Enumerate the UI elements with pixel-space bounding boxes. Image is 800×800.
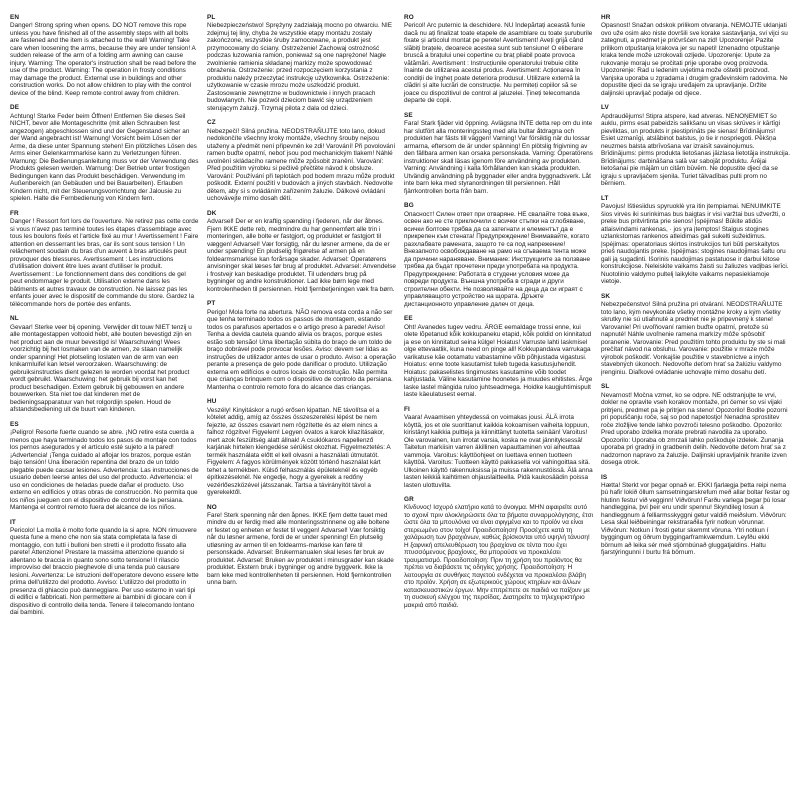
warning-block-ro <box>404 14 593 105</box>
warning-block-fr <box>10 210 199 308</box>
warning-text: Danger! Strong spring when opens. DO NOT remove this rope unless you have finished all of the assembly steps with all bolts are fastened and the item is attached to the wall! Warning! Take care when loosening the arms, because they are under tension! A sudden release of the arm of a folding arm awning can cause injury. Warning: The operator's instruction shall be read before the use of the product. Warning: The operation in frosty conditions may damage the product. External use in buildings and other construction works. Do not allow children to play with the control device of the blind. Keep remote control away from children. <box>10 22 197 97</box>
language-code: ES <box>10 420 19 428</box>
warning-block-es <box>10 421 199 512</box>
warning-text: Advarsel! Der er en kraftig spænding i fjederen, når der åbnes. Fjern IKKE dette reb, medmindre du har gennemført alle trin i monteringen, alle bolte er fastgjort, og produktet er fastgjort til væggen! Advarsel! Vær forsigtig, når du løsner armene, da de er under spænding! En pludselig frigørelse af armen på en foldearmsmarkise kan forårsage skader. Advarsel: Operatørens anvisninger skal læses før brug af produktet. Advarsel: Anvendelse i frostvejr kan beskadige produktet. Til udendørs brug på bygninger og andre konstruktioner. Lad ikke børn lege med kontrolenheden til persiennen. Hold fjernbetjeningen væk fra børn. <box>207 218 396 293</box>
warning-text: Gevaar! Sterke veer bij opening. Verwijder dit touw NIET tenzij u alle montagestappen voltooid hebt, alle bouten bevestigd zijn en het product aan de muur bevestigd is! Waarschuwing! Wees voorzichtig bij het losmaken van de armen, ze staan namelijk onder spanning! Het plotseling loslaten van de arm van een knikarmluifel kan letsel veroorzaken. Waarschuwing: de gebruiksinstructies dient gelezen te worden voordat het product wordt gebruikt. Waarschuwing: het gebruik bij vorst kan het product beschadigen. Extern gebruik bij gebouwen en andere bouwwerken. Sta niet toe dat kinderen met de bedieningsapparatuur van het rolgordijn spelen. Houd de afstandsbediening uit de buurt van kinderen. <box>10 323 192 414</box>
warning-block-is <box>601 474 790 557</box>
warning-block-nl <box>10 315 199 413</box>
warning-block-ee <box>404 315 593 398</box>
language-code: HR <box>601 14 611 21</box>
language-code: SE <box>404 111 413 119</box>
warning-text: Veszély! Kinyitáskor a rugó erősen kipattan. NE távolítsa el a kötelet addig, amíg az összes összeszerelési lépést be nem fejezte, az összes csavart nem rögzítette és az elem nincs a falhoz rögzítve! Figyelem! Legyen óvatos a karok kilazításakor, mert azok feszültség alatt állnak! A csuklókaros napellenző karjának hirtelen kiengedése sérülést okozhat. Figyelmeztetés: A termék használata előtt el kell olvasni a használati útmutatót. Figyelem: A fagyos körülmények között történő használat kárt tehet a termékben. Külső felhasználás épületeknél és egyéb építkezéseknél. Ne engedje, hogy a gyerekek a redőny vezérlőeszközével játsszanak. Tartsa a távirányítót távol a gyerekektől. <box>207 406 391 497</box>
language-code: RO <box>404 14 414 21</box>
language-code: PT <box>207 300 216 308</box>
warning-text: Pericol! Arc puternic la deschidere. NU îndepărtați această funie dacă nu ați finalizat toate etapele de asamblare cu toate șuruburile fixate și articolul montat pe perete! Avertisment! Aveți grijă când slăbiți brațele, deoarece acestea sunt sub tensiune! O eliberare bruscă a brațului unei copertine cu braț pliabil poate provoca vătămări. Avertisment : Instrucțiunile operatorului trebuie citite înainte de utilizarea acestui produs. Avertisment: Acționarea în condiții de îngheț poate deteriora produsul. Utilizare externă la clădiri și alte lucrări de construcție. Nu permiteți copiilor să se joace cu dispozitivul de control al jaluzelei. Țineți telecomanda departe de copii. <box>404 22 593 105</box>
language-code: NO <box>207 503 217 511</box>
warning-text: Oht! Avanedes tugev vedru. ÄRGE eemaldage trossi enne, kui olete lõpetanud kõik kokkupaneku etapid, kõik poldid on kinnitatud ja ese on kinnitatud seina külge! Hoiatus! Varruste lahti laskmisel olge ettevaatlik, kuna need on pinge all! Kokkupandava varrukaga varikatuse käe ootamatu vabastamine võib põhjustada vigastusi. Hoiatus: enne toote kasutamist tuleb tugeda kasutusjuhendit. Hoiatus: pakaselistes tingimustes kasutamine võib toodet kahjustada. Väline kasutamine hoonetes ja muudes ehitistes. Ärge laske lastel mängida ruloo juhtseadmega. Hoidke kaugjuhtimispult laste käeulatusest eemal. <box>404 323 593 399</box>
warning-text: Danger ! Ressort fort lors de l'ouverture. Ne retirez pas cette corde si vous n'avez pas terminé toutes les étapes d'assemblage avec tous les boulons fixés et l'article fixé au mur ! Avertissement ! Faire attention en desserrant les bras, car ils sont sous tension ! Un relâchement soudain du bras d'un auvent à bras articulés peut provoquer des blessures. Avertissement : Les instructions d'utilisation doivent être lues avant d'utiliser le produit. Avertissement : Le fonctionnement dans des conditions de gel peut endommager le produit. Utilisation externe dans les bâtiments et autres travaux de construction. Ne laissez pas les enfants jouer avec le dispositif de commande du store. Gardez la télécommande hors de portée des enfants. <box>10 218 199 308</box>
warning-text: Perigo! Mola forte na abertura. NÃO remova esta corda a não ser que tenha terminado todos os passos de montagem, estando todos os parafusos apertados e o artigo preso à parede! Aviso! Tenha a devida cautela quando alivia os braços, porque estes estão sob tensão! Uma libertação súbita do braço de um toldo de braço dobrável pode provocar lesões. Aviso: devem ser lidas as instruções de utilizador antes de usar o produto. Aviso: a operação perante a presença de gelo pode danificar o produto. Utilização externa em edifícios e outros locais de construção. Não permita que crianças brinquem com o dispositivo de controlo da persiana. Mantenha o controlo remoto fora do alcance das crianças. <box>207 308 396 391</box>
warning-block-dk <box>207 210 396 293</box>
warning-block-pt <box>207 300 396 391</box>
warning-block-de <box>10 104 199 202</box>
warning-text: Hætta! Sterkt vor þegar opnað er. EKKI fjarlægja þetta reipi nema þú hafir lokið öllum samsetningarskrefum með allar boltar festar og hlutinn festur við vegginn! Viðvörun! Farðu varlega þegar þú losar handleggina, því þeir eru undir spennu! Skyndileg losun á handleggnum á felliarmsskyggni getur valdið meiðslum. Viðvörun: Lesa skal leiðbeiningar rekstraraðila fyrir notkun vörunnar. Viðvörun: Notkun í frosti getur skemmt vöruna. Ytri notkun í byggingum og öðrum byggingarframkvæmdum. Leyfðu ekki börnum að leika sér með stjórnbúnað gluggatjaldins. Haltu fjarstýringunni í burtu frá börnum. <box>601 481 790 557</box>
warning-block-lt <box>601 195 790 286</box>
warning-block-hr <box>601 14 790 97</box>
warning-block-hu <box>207 398 396 496</box>
text-column <box>207 14 396 790</box>
warning-text: Apdraudējums! Stipra atspere, kad atveras. NENOŅEMIET šo auklu, pirms esat pabeidzis salikšanu un visas skrūves ir kārtīgi pievilktas, un produkts ir piestiprināts pie sienas! Brīdinājums! Esiet uzmanīgi, atslābinot balstus, jo tie ir nospriegoti. Pēkšņa neuzmes balsta atbrīvošana var izraisīt savainojumus. Brīdinājums: pirms produkta lietošanas jāizlasa lietotāja instrukcija. Brīdinājums: darbināšana salā var sabojāt produktu. Ārējai lietošanai pie mājām un citām būvēm. Ne dopustite djeci da se igraju s upravljačem sjenila. Turiet tālvadības pulti prom no bērniem. <box>601 112 790 188</box>
warning-block-pl <box>207 14 396 112</box>
language-code: LT <box>601 194 609 202</box>
warning-block-cz <box>207 119 396 202</box>
warning-block-se <box>404 112 593 195</box>
text-column <box>404 14 593 790</box>
language-code: FI <box>404 405 410 413</box>
language-code: SK <box>601 292 611 300</box>
warning-block-sk <box>601 293 790 376</box>
language-code: EN <box>10 14 20 21</box>
warning-text: Nebezpečenstvo! Silná pružina pri otváraní. NEODSTRAŇUJTE toto lano, kým nevykonáte všetky montážne kroky a kým všetky skrutky nie sú utiahnuté a predmet nie je pripevnený k stene! Varovanie! Pri uvoľňovaní ramien buďte opatrní, pretože sú napnuté! Náhle uvoľnenie ramena markízy môže spôsobiť poranenie. Varovanie: Pred použitím tohto produktu by ste si mali prečítať návod na obsluhu. Varovanie: použitie v mraze môže výrobok poškodiť. Vonkajšie použitie v stavebníctve a iných stavebných úkonoch. Nedovoľte deťom hrať sa žalúziu valdymo įrenginiu. Diaľkové ovládanie uchovajte mimo dosahu detí. <box>601 301 786 376</box>
warning-block-en <box>10 14 199 97</box>
language-code: BG <box>404 202 414 210</box>
warning-block-sl <box>601 383 790 466</box>
language-code: PL <box>207 14 216 21</box>
warning-text: Pericolo! La molla è molto forte quando la si apre. NON rimuovere questa fune a meno che non sia stata completata la fase di montaggio, con tutti i bulloni ben stretti e il prodotto fissato alla parete! Attenzione! Prestare la massima attenzione quando si allentano le braccia in quanto sono sotto tensione! Il rilascio improvviso del braccio pieghevole di una tenda può causare lesioni. Avvertenza: Le istruzioni dell'operatore devono essere lette prima dell'utilizzo del prodotto. Avviso: L'utilizzo del prodotto in presenza di ghiaccio può danneggiare. Per uso esterno in vari tipi di edifici e fabbricati. Non permettere ai bambini di giocare con il dispositivo di controllo della tenda. Tenere il telecomando lontano dai bambini. <box>10 526 199 617</box>
language-code: HU <box>207 398 217 406</box>
language-code: EE <box>404 315 413 323</box>
language-code: DE <box>10 104 20 112</box>
warning-text: Opasnost! Snažan odskok prilikom otvaranja. NEMOJTE uklanjati ovo uže osim ako niste dovršili sve korake sastavljanja, svi vijci su zategnuti, a predmet je pričvršćen na zid! Upozorenje! Pazite prilikom otpuštanja krakova jer su napeti! Iznenadno otpuštanje kraka tende može uzrokovati ozljede. Upozorenje: Upute za rukovanje moraju se pročitati prije uporabe ovog proizvoda. Upozorenje: Rad u ledenim uvjetima može oštetiti proizvod. Vanjska uporaba u zgradama i drugim građevinskim radovima. Ne dopustite djeci da se igraju uređajem za upravljanje. Držite daljinski upravljač podalje od djece. <box>601 22 788 97</box>
language-code: SL <box>601 383 610 391</box>
warning-block-gr <box>404 496 593 609</box>
text-column <box>601 14 790 790</box>
warning-text: Fare! Sterk spenning når den åpnes. IKKE fjern dette tauet med mindre du er ferdig med alle monteringsstrinnene og alle boltene er festet og enheten er festet til veggen! Advarsel! Vær forsiktig når du løsner armene, fordi de er under spenning! En plutselig utløsning av armen til en foldearms-markise kan føre til personskade. Advarsel: Brukermanualen skal leses før bruk av produktet. Advarsel: Bruken av produktet i minusgrader kan skade produktet. Ekstern bruk i bygninger og andre byggverk. Ikke la barn leke med kontrollenheten til persiennen. Hold fjernkontrollen unna barn. <box>207 511 394 587</box>
warning-text: Nebezpečí! Silná pružina. NEODSTRAŇUJTE toto lano, dokud nedokončíte všechny kroky montáže, všechny šrouby nejsou utaženy a předmět není připevněn ke zdi! Varování! Při povolování ramen buďte opatrní, neboť jsou pod mechanickým tlakem! Náhlé uvolnění skládacího ramene může způsobit zranění. Varování: Před použitím výrobku si pečlivě přečtěte návod k obsluze. Varování: Používání při teplotách pod bodem mrazu může produkt poškodit. Externí použití v budovách a jiných stavbách. Nedovolte dětem, aby si s ovládáním zařízením žaluzie. Dálkové ovládání uchovávejte mimo dosah dětí. <box>207 127 396 203</box>
warning-text: Vaara! Avaamisen yhteydessä on voimakas jousi. ÄLÄ irrota köyttä, jos et ole suorittanut kaikkia kokoamisen vaiheita loppuun, kiristänyt kaikkia pultteja ja kiinnittänyt tuotetta seinään! Varoitus! Ole varovainen, kun irrotat varsia, koska ne ovat jännityksessä! Taitetun markiisin varren äkillinen vapauttaminen voi aiheuttaa vammoja. Varoitus: käyttöohjeet on luettava ennen tuotteen käyttöä. Varoitus: Tuotteen käyttö pakkasella voi vahingoittaa sitä. Ulkoinen käyttö rakennuksissa ja muissa rakennustöissä. Älä anna lasten leikkiä kaihtimen ohjauslaitteella. Pidä kaukosäädin poissa lasten ulottuvilta. <box>404 414 593 489</box>
language-code: IT <box>10 518 16 526</box>
warning-block-bg <box>404 202 593 308</box>
warning-text: Κίνδυνος! Ισχυρό ελατήριο κατά το άνοιγμα. ΜΗΝ αφαιρείτε αυτό το σχοινί πριν ολοκληρώσετε όλα τα βήματα συναρμολόγησης, έτσι ώστε όλα τα μπουλόνια να είναι σφιγμένα και το προϊόν να είναι στερεωμένο στον τοίχο! Προειδοποίηση! Προσέχετε κατά τη χαλάρωση των βραχιόνων, καθώς βρίσκονται υπό υψηλή τάνυση! Η ξαφνική απελευθέρωση του βραχίονα σε τέντα που έχει πτυσσόμενους βραχίονες, θα μπορούσε να προκαλέσει τραυματισμό. Προειδοποίηση: Πριν τη χρήση του προϊόντος θα πρέπει να διαβάσετε τις οδηγίες χρήσης. Προειδοποίηση: Η λειτουργία σε συνθήκες παγετού ενδέχεται να προκαλέσει βλάβη στο προϊόν. Χρήση σε εξωτερικούς χώρους κτηρίων και άλλων κατασκευαστικών έργων. Μην επιτρέπετε σε παιδιά να παίζουν με τη συσκευή ελέγχου της περσίδας. Διατηρείτε το τηλεχειριστήριο μακριά από παιδιά. <box>404 504 593 609</box>
warning-text: Nevarnost! Močna vzmet, ko se odpre. NE odstranjujte te vrvi, dokler ne opravite vseh korakov montaže, pri čemer so vsi vijaki pritrjeni, predmet pa je pritrjen na steno! Opozorilo! Bodite pozorni pri popuščanju roče, saj so pod napetostjo! Nenadna sprostitev roče zložljive tende lahko povzroči telesno poškodbo. Opozorilo: Pred uporabo izdelka morate prebrati navodila za uporabo. Opozorilo: Uporaba ob zmrzali lahko poškoduje izdelek. Zunanja uporaba pri gradnji in gradbenih delih. Nedovolte deťom hrať sa z nadzornon napravo za žaluzije. Daljinski upravljalnik hranite izven dosega otrok. <box>601 391 788 467</box>
text-column <box>10 14 199 790</box>
warning-block-lv <box>601 104 790 187</box>
language-code: GR <box>404 496 414 504</box>
warning-text: Niebezpieczeństwo! Sprężyny zadziałają mocno po otwarciu. NIE zdejmuj tej liny, chyba że wszystkie etapy montażu zostały zakończone, wszystkie śruby zamocowane, a produkt jest przymocowany do ściany. Ostrzeżenie! Zachowaj ostrożność podczas luzowania ramion, ponieważ są one naprężone! Nagłe zwolnienie ramienia składanej markizy może spowodować obrażenia. Ostrzeżenie: przed rozpoczęciem korzystania z produktu należy przeczytać instrukcję użytkownika. Ostrzeżenie: użytkowanie w czasie mrozu może uszkodzić produkt. Zastosowanie zewnętrzne w budownictwie i innych pracach budowlanych. Nie pozwól dzieciom bawić się urządzeniem sterującym żaluzji. Trzymaj pilota z dala od dzieci. <box>207 22 393 112</box>
warning-text: Опасност! Силен ответ при отваряне. НЕ свалайте това въже, освен ако не сте приключили с всички стъпки на сглобяване, всички болтове трябва да са затегнати и елементът да е прикрепен към стената! Предупреждение! Внимавайте, когато разхлабвате рамената, защото те са под напрежение! Внезапното освобождаване на рамо на сгъваема тента може да причини нараняване. Внимание: Инструкциите за ползване трябва да бъдат прочетени преди употребата на продукта. Предупреждение: Работата в студени условия може да повреди продукта. Външна употреба в сгради и други строителни обекти. Не позволявайте на деца да си играят с управляващото устройство на щората. Дръжте дистанционното управление далеч от деца. <box>404 210 591 308</box>
language-code: NL <box>10 315 19 323</box>
warning-block-fi <box>404 406 593 489</box>
warning-text: Pavojus! Ištiesiidus spyruoklė yra itin įtempiamai. NENUIMKITE šios virvės iki surinkimas bus baigtas ir visi varžtai bus užveržti, o preke bus pritvirtinta prie sienos! Įspėjimas! Būkite atidūs atlaisvindami rankenas, · jos yra įtemptos! Staigus stogines uzlankstomas rankenos atleidimas gali sukelti sužeidimus. Įspėjimas: operatoriaus skirtos instrukcijos turi būti perskaitytos prieš naudojantis preke. Įspėjimas: stogines naudojimas šaltu oru gali ją sugadinti. Išorinis naudojimas pastatuose ir darbui kitose konstrukcijose. Neleiskite vaikams žaisti su žaliuzes vadįbas ierīci. Nuotolinio valdymo pultelį laikykite vaikams nepasiekiamoje vietoje. <box>601 203 789 286</box>
language-code: IS <box>601 473 608 481</box>
language-code: LV <box>601 104 609 112</box>
warning-block-it <box>10 519 199 617</box>
warning-text: ¡Peligro! Resorte fuerte cuando se abre. ¡NO retire esta cuerda a menos que haya terminado todos los pasos de montaje con todos los pernos asegurados y el artículo esté sujeto a la pared! ¡Advertencia! ¡Tenga cuidado al aflojar los brazos, porque están bajo tensión! Una liberación repentina del brazo de un toldo plegable puede causar lesiones. Advertencia: Las instrucciones de usuario deben leerse antes del uso del producto. Advertencia: el uso en condiciones de heladas puede dañar el producto. Uso externo en edificios y otras obras de construcción. No permita que los niños jueguen con el dispositivo de control de la persiana. Mantenga el control remoto fuera del alcance de los niños. <box>10 429 199 512</box>
language-code: CZ <box>207 119 216 127</box>
warning-text: Fara! Stark fjäder vid öppning. Avlägsna INTE detta rep om du inte har slutfört alla monteringssteg med alla bultar åtdragna och produkten har fästs till väggen! Varning! Var försiktig när du lossar armarna, eftersom de är under spänning! En plötslig frigivning av den fällbara armen kan orsaka personskada. Varning: Operatörens instruktioner skall läsas igenom före användning av produkten. Varning: Användning i kalla förhållanden kan skada produkten. Utvändig användning på byggnader eller andra byggnadsverk. Låt inte barn leka med styranordningen till persiennen. Håll fjärrkontrollen borta från barn. <box>404 120 593 195</box>
language-code: DK <box>207 209 217 217</box>
language-code: FR <box>10 209 19 217</box>
warning-text: Achtung! Starke Feder beim Öffnen! Entfernen Sie dieses Seil NICHT, bevor alle Montageschritte (mit allen Schrauben fest angezogen) abgeschlossen sind und der Gegenstand sicher an der Wand angebracht ist! Warnung! Vorsicht beim Lösen der Arme, da diese unter Spannung stehen! Ein plötzliches Lösen des Arms einer Gelenkarmmarkise kann zu Verletzungen führen. Warnung: Die Bedienungsanleitung muss vor der Verwendung des Produkts gelesen werden. Warnung: Der Betrieb unter frostigen Bedingungen kann das Produkt beschädigen. Verwendung im Außenbereich (an Gebäuden und bei Bauarbeiten). Erlauben Kindern nicht, mit der Steuerungsvorrichtung der Jalousie zu spielen. Halte die Fernbedienung von Kindern fern. <box>10 112 199 203</box>
warning-block-no <box>207 504 396 587</box>
